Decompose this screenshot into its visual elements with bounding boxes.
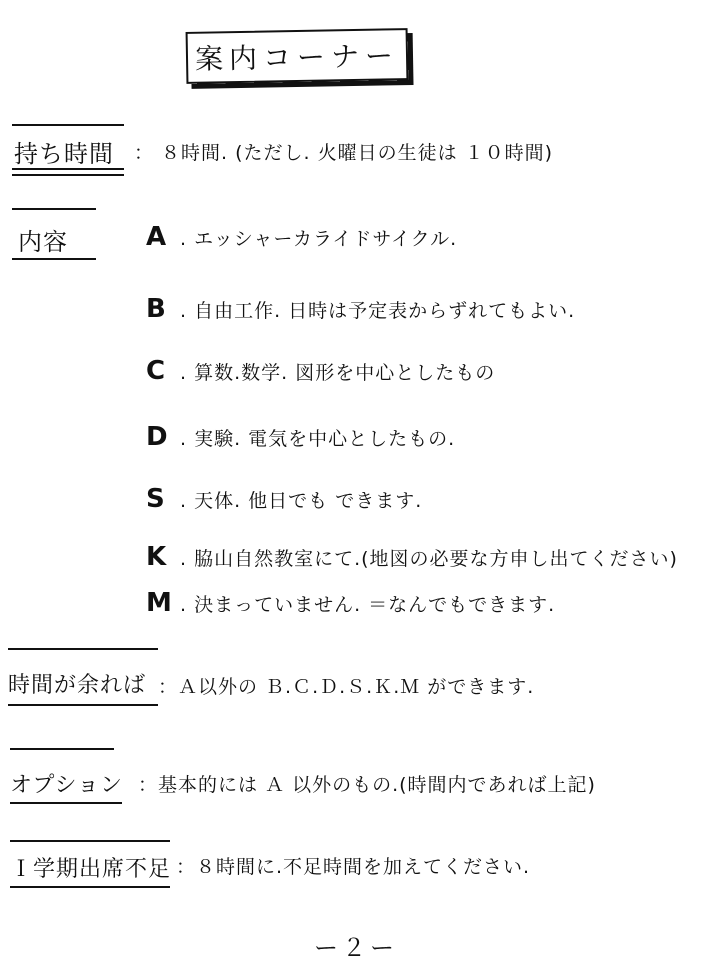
section-rule xyxy=(12,124,124,126)
page-title: 案内コーナー xyxy=(186,28,409,84)
section-rule xyxy=(12,168,124,170)
section-rule xyxy=(10,802,122,804)
list-item xyxy=(146,484,422,514)
section-rule xyxy=(12,208,96,210)
section-label-absence: Ｉ学期出席不足 xyxy=(10,857,172,882)
option-text: ：基本的には Ａ 以外のもの.(時間内であれば上記) xyxy=(138,774,596,796)
page-number: ー２ー xyxy=(314,934,398,962)
section-rule xyxy=(10,748,114,750)
list-item xyxy=(146,222,457,252)
extra-text: ：Ａ以外の Ｂ.Ｃ.Ｄ.Ｓ.Ｋ.Ｍ ができます. xyxy=(158,676,535,698)
section-label-content: 内容 xyxy=(18,228,68,256)
item-text: . 自由工作. 日時は予定表からずれてもよい. xyxy=(180,300,576,322)
item-key: C xyxy=(146,356,166,386)
section-rule xyxy=(10,840,170,842)
item-text: . 脇山自然教室にて.(地図の必要な方申し出てください) xyxy=(180,548,678,570)
item-key: A xyxy=(146,222,167,252)
list-item xyxy=(146,294,575,324)
item-text: . 天体. 他日でも できます. xyxy=(180,490,423,512)
item-key: M xyxy=(146,588,172,618)
section-rule xyxy=(12,174,124,176)
item-text: . 実験. 電気を中心としたもの. xyxy=(180,428,456,450)
item-text: . エッシャーカライドサイクル. xyxy=(180,228,458,250)
item-key: D xyxy=(146,422,168,452)
list-item xyxy=(146,356,495,386)
list-item xyxy=(146,422,455,452)
item-key: S xyxy=(146,484,165,514)
absence-text: ：８時間に.不足時間を加えてください. xyxy=(176,856,531,878)
item-key: K xyxy=(146,542,167,572)
section-label-option: オプション xyxy=(10,773,124,798)
section-label-time: 持ち時間 xyxy=(14,140,114,168)
item-key: B xyxy=(146,294,166,324)
section-rule xyxy=(10,886,170,888)
list-item xyxy=(146,588,555,618)
section-rule xyxy=(12,258,96,260)
section-label-extra: 時間が余れば xyxy=(8,673,147,698)
list-item xyxy=(146,542,678,572)
section-rule xyxy=(8,704,158,706)
item-text: . 決まっていません. ＝なんでもできます. xyxy=(180,594,556,616)
section-rule xyxy=(8,648,158,650)
item-text: . 算数.数学. 図形を中心としたもの xyxy=(180,362,496,384)
time-text: ： ８時間. (ただし. 火曜日の生徒は １０時間) xyxy=(134,142,554,164)
